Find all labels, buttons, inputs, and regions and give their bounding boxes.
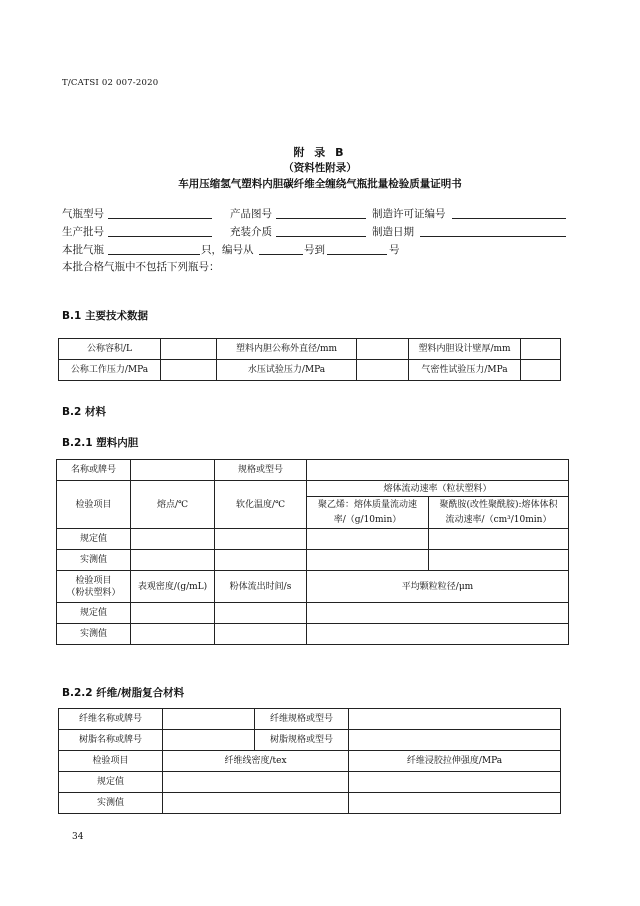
table-row [57,481,569,497]
table-cell[interactable] [349,772,561,793]
model-field[interactable] [108,206,212,219]
table-cell[interactable] [349,793,561,814]
serial-start-field[interactable] [259,242,303,255]
specified-label: 规定值 [57,529,131,550]
name-value[interactable] [131,460,215,481]
medium-label: 充装介质 [230,226,272,238]
appendix-name: 车用压缩氢气塑料内胆碳纤维全缠绕气瓶批量检验质量证明书 [178,178,462,190]
measured-label: 实测值 [59,793,163,814]
melting-header: 熔点/℃ [131,481,215,529]
name-label: 名称或牌号 [57,460,131,481]
table-cell[interactable] [215,550,307,571]
table-cell: 气密性试验压力/MPa [409,360,521,381]
technical-data-table [58,338,561,381]
date-field[interactable] [420,224,566,237]
table-cell[interactable] [307,603,569,624]
specified-label: 规定值 [59,772,163,793]
softening-header: 软化温度/℃ [215,481,307,529]
resin-spec-label: 树脂规格或型号 [255,730,349,751]
tensile-header: 纤维浸胶拉伸强度/MPa [349,751,561,772]
section-b22-heading: B.2.2 纤维/树脂复合材料 [62,687,185,699]
table-cell[interactable] [163,772,349,793]
density-header: 表观密度/(g/mL) [131,571,215,603]
batch-field[interactable] [108,224,212,237]
resin-spec-value[interactable] [349,730,561,751]
measured-label: 实测值 [57,624,131,645]
linear-density-header: 纤维线密度/tex [163,751,349,772]
table-cell[interactable] [307,529,429,550]
table-row [59,793,561,814]
license-label: 制造许可证编号 [372,208,446,220]
table-cell[interactable] [131,624,215,645]
fiber-spec-label: 纤维规格或型号 [255,709,349,730]
drawing-field[interactable] [276,206,366,219]
composite-material-table [58,708,561,814]
table-cell[interactable] [521,339,561,360]
exclusion-label: 本批合格气瓶中不包括下列瓶号： [62,261,220,273]
standard-number: T/CATSI 02 007-2020 [62,78,159,88]
table-row [59,751,561,772]
table-cell[interactable] [521,360,561,381]
serial-suffix: 号 [389,244,400,256]
measured-label: 实测值 [57,550,131,571]
table-cell[interactable] [357,339,409,360]
powder-item-line2: （粉状塑料） [66,587,121,598]
table-cell[interactable] [429,550,569,571]
license-field[interactable] [452,206,566,219]
table-cell[interactable] [215,624,307,645]
table-cell[interactable] [215,603,307,624]
fiber-name-value[interactable] [163,709,255,730]
section-b2-heading: B.2 材料 [62,406,106,418]
pa-flow-header: 聚酰胺(改性聚酰胺):熔体体积 [429,497,569,513]
table-row [59,730,561,751]
appendix-title: 附 录 B [293,146,347,159]
table-row [59,772,561,793]
model-label: 气瓶型号 [62,208,104,220]
table-row [57,460,569,481]
medium-field[interactable] [276,224,366,237]
resin-name-value[interactable] [163,730,255,751]
table-row [57,529,569,550]
page-number: 34 [72,832,84,842]
table-cell[interactable] [161,360,217,381]
resin-name-label: 树脂名称或牌号 [59,730,163,751]
spec-value[interactable] [307,460,569,481]
table-cell[interactable] [357,360,409,381]
section-b1-heading: B.1 主要技术数据 [62,310,148,322]
table-row [57,624,569,645]
table-row [59,339,561,360]
table-cell[interactable] [215,529,307,550]
table-cell[interactable] [131,603,215,624]
table-cell[interactable] [307,550,429,571]
table-cell[interactable] [161,339,217,360]
table-cell[interactable] [429,529,569,550]
spec-label: 规格或型号 [215,460,307,481]
serial-to-label: 号到 [304,244,325,256]
table-cell: 公称工作压力/MPa [59,360,161,381]
drawing-label: 产品图号 [230,208,272,220]
fiber-spec-value[interactable] [349,709,561,730]
table-cell: 公称容积/L [59,339,161,360]
table-row [59,709,561,730]
table-cell[interactable] [131,550,215,571]
flow-rate-header: 熔体流动速率（粒状塑料） [307,481,569,497]
batch-label: 生产批号 [62,226,104,238]
pe-flow-unit: 率/（g/10min） [307,513,429,529]
serial-end-field[interactable] [327,242,387,255]
pe-flow-header: 聚乙烯：熔体质量流动速 [307,497,429,513]
pa-flow-unit: 流动速率/（cm³/10min） [429,513,569,529]
table-row [57,550,569,571]
fiber-name-label: 纤维名称或牌号 [59,709,163,730]
specified-label: 规定值 [57,603,131,624]
item-label: 检验项目 [59,751,163,772]
plastic-liner-table [56,459,569,645]
table-row [59,360,561,381]
table-cell[interactable] [307,624,569,645]
table-row [57,603,569,624]
particle-header: 平均颗粒粒径/μm [307,571,569,603]
date-label: 制造日期 [372,226,414,238]
flow-time-header: 粉体流出时间/s [215,571,307,603]
batch-count-label: 本批气瓶 [62,244,104,256]
powder-item-label [57,571,131,603]
section-b21-heading: B.2.1 塑料内胆 [62,437,139,449]
table-cell: 塑料内胆设计壁厚/mm [409,339,521,360]
item-label: 检验项目 [57,481,131,529]
table-cell: 塑料内胆公称外直径/mm [217,339,357,360]
table-cell[interactable] [163,793,349,814]
appendix-type: （资料性附录） [283,162,357,174]
powder-item-line1: 检验项目 [75,575,112,586]
table-row [57,571,569,603]
table-cell[interactable] [131,529,215,550]
batch-count-field[interactable] [108,242,200,255]
batch-count-unit: 只，编号从 [201,244,254,256]
table-cell: 水压试验压力/MPa [217,360,357,381]
